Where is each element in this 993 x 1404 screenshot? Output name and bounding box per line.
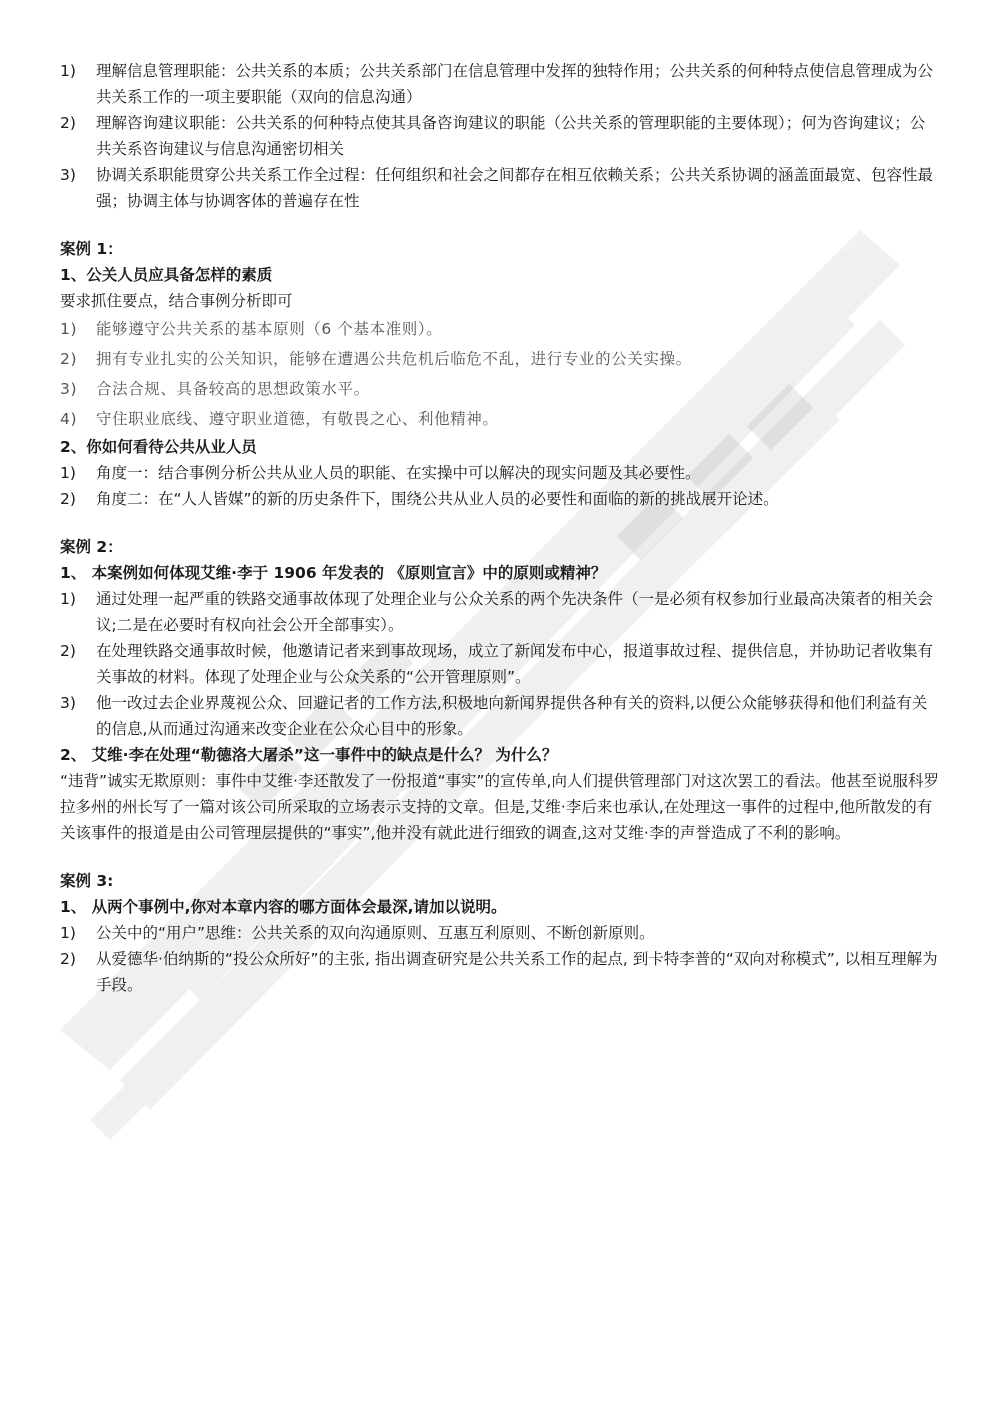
list-text: 角度二：在“人人皆媒”的新的历史条件下，围绕公共从业人员的必要性和面临的新的挑战展开论述。 <box>96 490 779 508</box>
case-1-question-2: 2、你如何看待公共从业人员 <box>60 438 257 456</box>
list-text: 理解咨询建议职能：公共关系的何种特点使其具备咨询建议的职能（公共关系的管理职能的主要体现）；何为咨询建议；公共关系咨询建议与信息沟通密切相关 <box>96 114 926 158</box>
case-2-section <box>60 534 940 846</box>
case-1-question-1: 1、公关人员应具备怎样的素质 <box>60 266 273 284</box>
list-text: 公关中的“用户”思维：公共关系的双向沟通原则、互惠互利原则、不断创新原则。 <box>96 924 655 942</box>
list-text: 角度一：结合事例分析公共从业人员的职能、在实操中可以解决的现实问题及其必要性。 <box>96 464 701 482</box>
case-3-question-1: 1、 从两个事例中,你对本章内容的哪方面体会最深,请加以说明。 <box>60 898 507 916</box>
list-number: 2) <box>60 490 76 508</box>
list-number: 2) <box>60 350 78 368</box>
list-text: 协调关系职能贯穿公共关系工作全过程：任何组织和社会之间都存在相互依赖关系；公共关系协调的涵盖面最宽、包容性最强；协调主体与协调客体的普遍存在性 <box>96 166 934 210</box>
list-item <box>60 946 940 998</box>
list-item <box>60 404 940 434</box>
list-number: 1) <box>60 590 76 608</box>
list-item <box>60 344 940 374</box>
case-2-title: 案例 2： <box>60 538 123 556</box>
list-number: 1) <box>60 62 76 80</box>
list-item <box>60 586 940 638</box>
document-content <box>60 58 940 998</box>
list-number: 3) <box>60 380 78 398</box>
case-1-section <box>60 236 940 512</box>
list-item <box>60 920 940 946</box>
list-number: 3) <box>60 166 76 184</box>
list-text: 在处理铁路交通事故时候，他邀请记者来到事故现场，成立了新闻发布中心，报道事故过程、提供信息，并协助记者收集有关事故的材料。体现了处理企业与公众关系的“公开管理原则”。 <box>96 642 934 686</box>
list-text: 从爱德华·伯纳斯的“投公众所好”的主张, 指出调查研究是公共关系工作的起点, 到卡特李普的“双向对称模式”, 以相互理解为手段。 <box>96 950 938 994</box>
list-text: 通过处理一起严重的铁路交通事故体现了处理企业与公众关系的两个先决条件（一是必须有权参加行业最高决策者的相关会议;二是在必要时有权向社会公开全部事实）。 <box>96 590 934 634</box>
intro-list <box>60 58 940 214</box>
case-2-answer-paragraph: “违背”诚实无欺原则：事件中艾维·李还散发了一份报道“事实”的宣传单,向人们提供管理部门对这次罢工的看法。他甚至说服科罗拉多州的州长写了一篇对该公司所采取的立场表示支持的文章。但是,艾维·李后来也承认,在处理这一事件的过程中,他所散发的有关该事件的报道是由公司管理层提供的“事实”,他并没有就此进行细致的调查,这对艾维·李的声誉造成了不利的影响。 <box>60 772 939 842</box>
list-number: 1) <box>60 464 76 482</box>
list-item <box>60 690 940 742</box>
list-item <box>60 314 940 344</box>
list-text: 他一改过去企业界蔑视公众、回避记者的工作方法,积极地向新闻界提供各种有关的资料,以便公众能够获得和他们利益有关的信息,从而通过沟通来改变企业在公众心目中的形象。 <box>96 694 928 738</box>
case-3-section <box>60 868 940 998</box>
list-text: 能够遵守公共关系的基本原则（6 个基本准则）。 <box>96 320 443 338</box>
list-number: 2) <box>60 950 76 968</box>
case-2-question-1: 1、 本案例如何体现艾维·李于 1906 年发表的 《原则宣言》中的原则或精神？ <box>60 564 607 582</box>
list-text: 合法合规、具备较高的思想政策水平。 <box>96 380 370 398</box>
list-item <box>60 486 940 512</box>
list-item <box>60 58 940 110</box>
list-number: 2) <box>60 642 76 660</box>
list-item <box>60 162 940 214</box>
list-number: 2) <box>60 114 76 132</box>
case-2-question-2: 2、 艾维·李在处理“勒德洛大屠杀”这一事件中的缺点是什么？ 为什么？ <box>60 746 558 764</box>
list-item <box>60 460 940 486</box>
list-number: 4) <box>60 410 78 428</box>
list-text: 守住职业底线、遵守职业道德，有敬畏之心、利他精神。 <box>96 410 499 428</box>
list-text: 理解信息管理职能：公共关系的本质；公共关系部门在信息管理中发挥的独特作用；公共关系的何种特点使信息管理成为公共关系工作的一项主要职能（双向的信息沟通） <box>96 62 934 106</box>
list-number: 1) <box>60 320 78 338</box>
case-3-title: 案例 3: <box>60 872 114 890</box>
list-text: 拥有专业扎实的公关知识，能够在遭遇公共危机后临危不乱，进行专业的公关实操。 <box>96 350 692 368</box>
case-1-title: 案例 1： <box>60 240 123 258</box>
list-item <box>60 110 940 162</box>
list-number: 3) <box>60 694 76 712</box>
list-number: 1) <box>60 924 76 942</box>
list-item <box>60 638 940 690</box>
list-item <box>60 374 940 404</box>
case-1-question-1-note: 要求抓住要点，结合事例分析即可 <box>60 292 293 310</box>
